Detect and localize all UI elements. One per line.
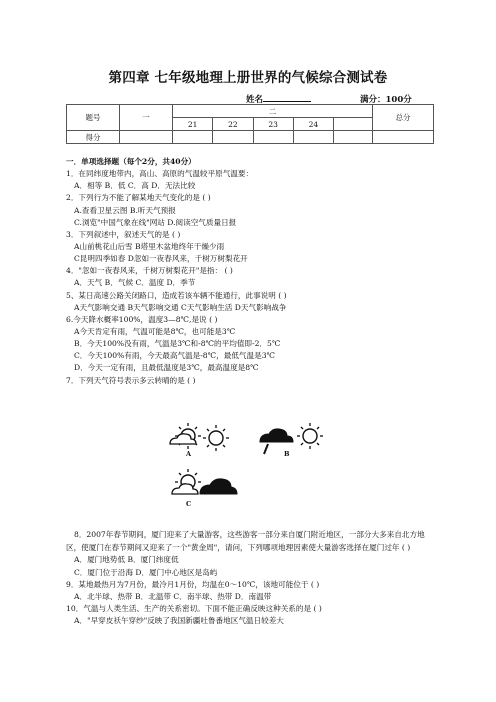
- header-tihao: 题号: [67, 105, 120, 131]
- sub-col-blank: [334, 118, 373, 131]
- sub-col-23: 23: [253, 118, 293, 131]
- option-line: A．天气 B．气候 C．温度 D．季节: [74, 278, 196, 288]
- question-line: 3．下列叙述中，叙述天气的是 ( ): [66, 229, 181, 239]
- sub-col-22: 22: [213, 118, 253, 131]
- name-blank: [263, 94, 311, 102]
- option-line: A.查看卫星云图 B.听天气预报: [74, 205, 176, 215]
- figure-label-b: B: [284, 450, 290, 458]
- sub-col-21: 21: [173, 118, 213, 131]
- exam-title: 第四章 七年级地理上册世界的气候综合测试卷: [108, 70, 388, 86]
- option-line: C．今天100%有雨，今天最高气温是-8℃，最低气温是3℃: [74, 351, 276, 361]
- option-line: A今天肯定有雨，气温可能是8℃，也可能是3℃: [74, 326, 236, 336]
- question-8-text: 8．2007年春节期间，厦门迎来了大量游客，这些游客一部分来自厦门附近地区，一部分大多来自北方地区，使厦门在春节期间又迎来了一个"黄金周"，请问，下列哪项地理因素使大量游客选择在厦门过年 ( ): [66, 530, 425, 553]
- score-cell: [373, 131, 434, 144]
- option-line: D．今天一定有雨，且最低温度是3℃，最高温度是8℃: [74, 363, 259, 373]
- weather-symbols-figure: [164, 414, 334, 514]
- option-line: A．相等 B．低 C．高 D．无法比较: [74, 181, 196, 191]
- symbol-a-sun-cloud-icon: [170, 423, 229, 451]
- question-line: 10．气温与人类生活、生产的关系密切。下面不能正确反映这种关系的是 ( ): [66, 603, 322, 613]
- question-line: 6.今天降水概率100%，温度3—8℃,是说 ( ): [66, 314, 218, 324]
- option-line: A．厦门地势低 B．厦门纬度低: [74, 555, 179, 565]
- option-line: A天气影响交通 B天气影响交通 C天气影响生活 D天气影响战争: [74, 302, 287, 312]
- row-defen: 得分: [67, 131, 120, 144]
- weather-symbols-svg: [164, 414, 334, 514]
- question-line: 2．下列行为不能了解某地天气变化的是 ( ): [66, 193, 211, 203]
- option-line: B．今天100%没有雨，气温是3℃和-8℃的平均值即-2．5℃: [74, 339, 281, 349]
- question-line: 7．下列天气符号表示多云转晴的是 ( ): [66, 375, 196, 385]
- symbol-b-rain-sun-icon: [260, 423, 323, 454]
- option-line: A．"早穿皮袄午穿纱"反映了我国新疆吐鲁番地区气温日较差大: [74, 616, 284, 626]
- figure-label-c: C: [186, 500, 192, 508]
- question-line: 1．在同纬度地带内，高山、高原的气温较平原气温要：: [66, 169, 254, 179]
- header-er: 二: [173, 105, 373, 118]
- symbol-c-cloud-overcast-icon: [172, 469, 237, 494]
- question-line: 4．"忽如一夜春风来，千树万树梨花开"是指： ( ): [66, 266, 233, 276]
- question-line: 5、某日高速公路关闭路口，造成若该车辆不能通行，此事说明 ( ): [66, 290, 287, 300]
- sub-col-24: 24: [293, 118, 333, 131]
- score-cell: [334, 131, 373, 144]
- score-cell: [253, 131, 293, 144]
- full-score-label: 满分：100分: [360, 95, 412, 105]
- option-line: A．北半球、热带 B．北温带 C．南半球、热带 D．南温带: [74, 591, 272, 601]
- score-cell: [293, 131, 333, 144]
- header-total: 总分: [373, 105, 434, 131]
- option-line: A山前桃花山后雪 B塔里木盆地终年干燥少雨: [74, 241, 225, 251]
- section-heading: 一．单项选择题（每个2分，共40分）: [66, 157, 196, 166]
- section-1-continued: [66, 528, 436, 627]
- option-line: C．厦门位于沿海 D．厦门中心地区是岛屿: [74, 567, 218, 577]
- name-label: 姓名: [246, 95, 264, 105]
- score-cell: [173, 131, 213, 144]
- option-line: C.浏览"中国气象在线"网站 D.阅读空气质量日报: [74, 217, 237, 227]
- section-1: [66, 156, 446, 387]
- score-cell: [120, 131, 173, 144]
- figure-label-a: A: [186, 450, 192, 458]
- question-line: 9．某地最热月为7月份，最冷月1月份，均温在0～10℃，该地可能位于 ( ): [66, 579, 320, 589]
- score-table: [66, 104, 434, 144]
- score-cell: [213, 131, 253, 144]
- header-yi: 一: [120, 105, 173, 131]
- option-line: C昆明四季如春 D忽如一夜春风来，千树万树梨花开: [74, 254, 248, 264]
